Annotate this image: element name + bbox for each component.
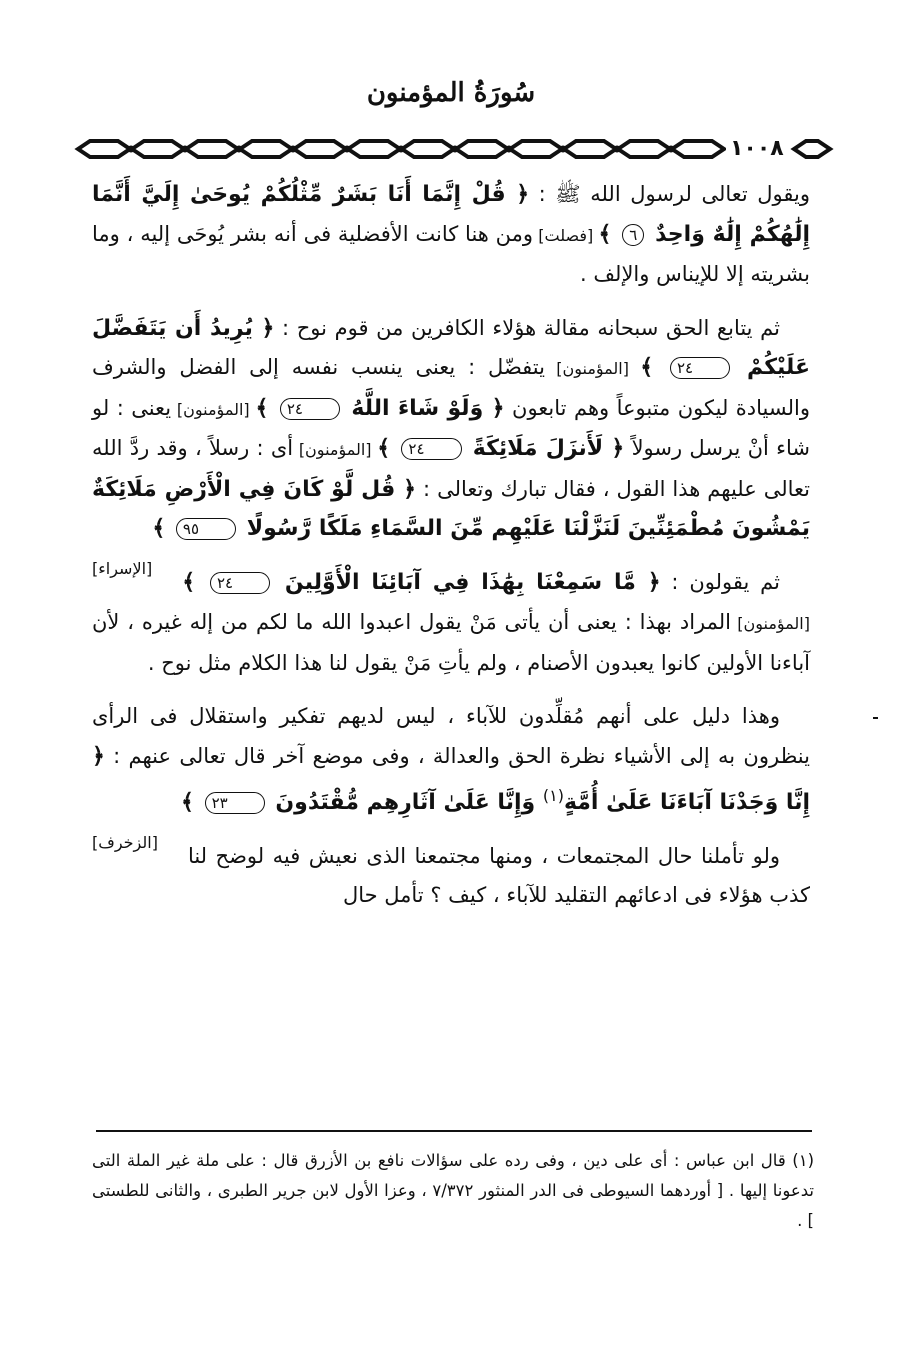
- margin-mark: [873, 717, 878, 719]
- ayah-number: ٦: [622, 224, 644, 246]
- footnote-marker: (١): [542, 786, 564, 805]
- page-number: ١٠٠٨: [726, 136, 788, 162]
- ayah-number: ٢٤: [280, 398, 340, 420]
- quran-bracket-close: ﴾: [598, 221, 620, 247]
- quran-bracket-close: ﴾: [152, 516, 173, 541]
- ayah-number: ٢٤: [210, 572, 270, 594]
- quran-verse: ﴿ لَأَنزَلَ مَلَائِكَةً: [464, 436, 625, 461]
- quran-verse: وَإِنَّا عَلَىٰ آثَارِهِم مُّقْتَدُونَ: [267, 790, 543, 815]
- ayah-number: ٢٤: [401, 438, 461, 460]
- quran-verse: ﴿ إِنَّا وَجَدْنَا آبَاءَنَا عَلَىٰ أُمَّةٍ: [92, 743, 810, 815]
- paragraph-1: [92, 175, 810, 295]
- surah-reference: [الزخرف]: [92, 832, 158, 852]
- text-run: ولو تأملنا حال المجتمعات ، ومنها مجتمعنا الذى نعيش فيه لوضح لنا كذب هؤلاء فى ادعائهم التقليد للآباء ، كيف ؟ تأمل حال: [187, 843, 810, 907]
- footnote-divider: [96, 1130, 812, 1132]
- text-run: أى : رسلاً ، وقد ردَّ الله تعالى عليهم هذا القول ، فقال تبارك وتعالى :: [92, 436, 811, 501]
- ayah-number: ٢٣: [205, 792, 265, 814]
- surah-reference: [المؤمنون]: [293, 440, 378, 459]
- quran-verse: ﴿ قُل لَّوْ كَانَ فِي الْأَرْضِ مَلَائِكَةٌ يَمْشُونَ مُطْمَئِنِّينَ لَنَزَّلْنَا عَلَيْهِم مِّنَ السَّمَاءِ مَلَكًا رَّسُولًا: [92, 476, 810, 541]
- paragraph-2: [92, 309, 811, 578]
- text-run: ومن هنا كانت الأفضلية فى أنه بشر يُوحَى إليه ، وما بشريته إلا للإيناس والإلف .: [92, 221, 810, 286]
- quran-verse: ﴿ مَّا سَمِعْنَا بِهَٰذَا فِي آبَائِنَا الْأَوَّلِينَ: [273, 569, 661, 595]
- text-run: ثم يقولون :: [660, 569, 780, 594]
- surah-reference: [المؤمنون]: [544, 359, 641, 378]
- ayah-number: ٩٥: [176, 518, 236, 540]
- quran-verse: ﴿ قُلْ إِنَّمَا أَنَا بَشَرٌ مِّثْلُكُمْ يُوحَىٰ إِلَيَّ أَنَّمَا إِلَٰهُكُمْ إِلَٰهٌ وَاحِدٌ: [92, 182, 810, 247]
- quran-bracket-close: ﴾: [377, 436, 399, 461]
- paragraph-3: [92, 563, 810, 684]
- quran-bracket-close: ﴾: [182, 569, 207, 595]
- text-run: يتفضّل : يعنى ينسب نفسه إلى الفضل والشرف والسيادة ليكون متبوعاً وهم تابعون: [92, 355, 810, 420]
- surah-reference: [الإسراء]: [92, 558, 153, 578]
- main-text: [92, 175, 810, 930]
- ayah-number: ٢٤: [670, 357, 730, 379]
- quran-verse: ﴿ وَلَوْ شَاءَ اللَّهُ: [342, 395, 505, 421]
- quran-bracket-close: ﴾: [255, 395, 277, 421]
- decorative-header-rule: [74, 136, 834, 162]
- quran-verse: ﴿ يُرِيدُ أَن يَتَفَضَّلَ عَلَيْكُمْ: [92, 315, 810, 380]
- quran-bracket-close: ﴾: [181, 790, 202, 815]
- footnotes: [92, 1146, 814, 1236]
- quran-bracket-close: ﴾: [640, 355, 667, 380]
- surah-reference: [المؤمنون]: [731, 614, 810, 633]
- text-run: ويقول تعالى لرسول الله ﷺ :: [529, 182, 810, 206]
- surah-reference: [المؤمنون]: [171, 399, 256, 419]
- surah-title: سُورَةُ المؤمنون: [366, 78, 536, 108]
- surah-reference: [فصلت]: [533, 225, 599, 245]
- text-run: وهذا دليل على أنهم مُقلِّدون للآباء ، ليس لديهم تفكير واستقلال فى الرأى ينظرون به إلى الأشياء نظرة الحق والعدالة ، وفى موضع آخر قال تعالى عنهم :: [92, 704, 810, 768]
- paragraph-5: [92, 837, 810, 916]
- text-run: ثم يتابع الحق سبحانه مقالة هؤلاء الكافرين من قوم نوح :: [274, 315, 780, 340]
- text-run: المراد بهذا : يعنى أن يأتى مَنْ يقول اعبدوا الله ما لكم من إله غيره ، لأن آباءنا الأولين كانوا يعبدون الأصنام ، ولم يأتِ مَنْ يقول لنا هذا الكلام مثل نوح .: [92, 610, 810, 675]
- paragraph-4: [92, 697, 810, 852]
- footnote-1: (١) قال ابن عباس : أى على دين ، وفى رده على سؤالات نافع بن الأزرق قال : على ملة غير الملة التى تدعونا إليها . [ أوردهما السيوطى فى الدر المنثور ٧/٣٧٢ ، وعزا الأول لابن جرير الطبرى ، والثانى للطستى ] .: [92, 1151, 814, 1230]
- text-run: يعنى : لو شاء أنْ يرسل رسولاً: [92, 395, 810, 460]
